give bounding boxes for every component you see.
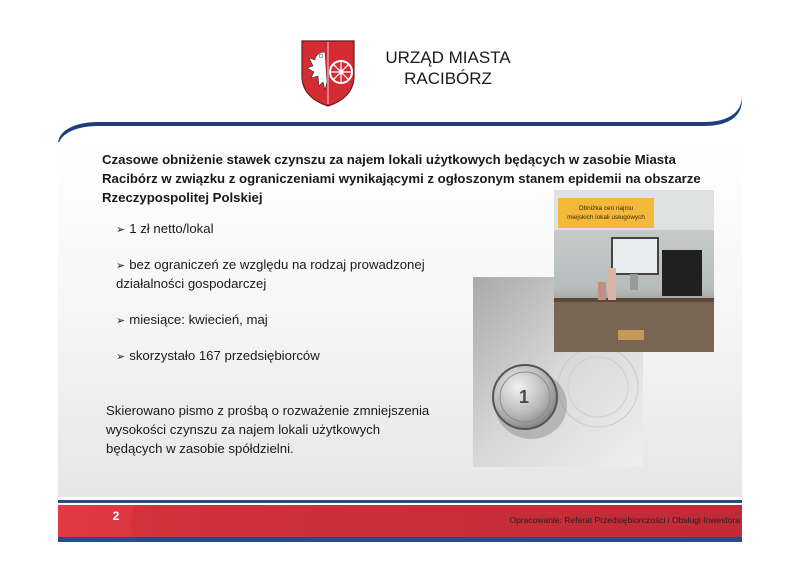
bullet-text: miesiące: kwiecień, maj (129, 312, 268, 327)
office-photo-icon (554, 190, 714, 352)
office-caption-line2: miejskich lokali usługowych (567, 214, 645, 221)
arrow-bullet-icon: ➢ (116, 259, 126, 272)
bullet-item (116, 219, 214, 239)
note-line: Skierowano pismo z prośbą o rozważenie zmniejszenia (106, 403, 430, 418)
bullet-text: 1 zł netto/lokal (129, 221, 214, 236)
bullet-text: bez ograniczeń ze względu na rodzaj prowadzonej (129, 257, 425, 272)
caption-box (558, 198, 654, 228)
arrow-bullet-icon: ➢ (116, 223, 126, 236)
bullet-text: skorzystało 167 przedsiębiorców (129, 348, 320, 363)
bullet-item (116, 255, 425, 275)
page-number: 2 (112, 509, 120, 523)
footer-credit: Opracowanie: Referat Przedsiębiorczości i Obsługi Inwestora (509, 515, 740, 525)
note-line: wysokości czynszu za najem lokali użytkowych (106, 422, 381, 437)
note-paragraph (106, 401, 466, 458)
arrow-bullet-icon: ➢ (116, 350, 126, 363)
org-title-line1: URZĄD MIASTA (385, 48, 511, 67)
org-title-line2: RACIBÓRZ (404, 69, 492, 88)
bullet-continuation: działalności gospodarczej (116, 276, 267, 291)
svg-text:1: 1 (519, 387, 530, 407)
note-line: będących w zasobie spółdzielni. (106, 441, 294, 456)
bullet-item (116, 346, 320, 366)
slide (58, 22, 742, 542)
office-caption-line1: Obniżka cen najmu (578, 205, 634, 212)
bullet-item (116, 310, 268, 330)
organization-title (358, 47, 538, 89)
coat-of-arms-icon (299, 38, 357, 108)
slide-heading: Czasowe obniżenie stawek czynszu za najem lokali użytkowych będących w zasobie Miasta Racibórz w związku z ograniczeniami wynikającymi z ogłoszonym stanem epidemii na obszarze Rzeczypospolitej Polskiej (102, 152, 701, 205)
arrow-bullet-icon: ➢ (116, 314, 126, 327)
